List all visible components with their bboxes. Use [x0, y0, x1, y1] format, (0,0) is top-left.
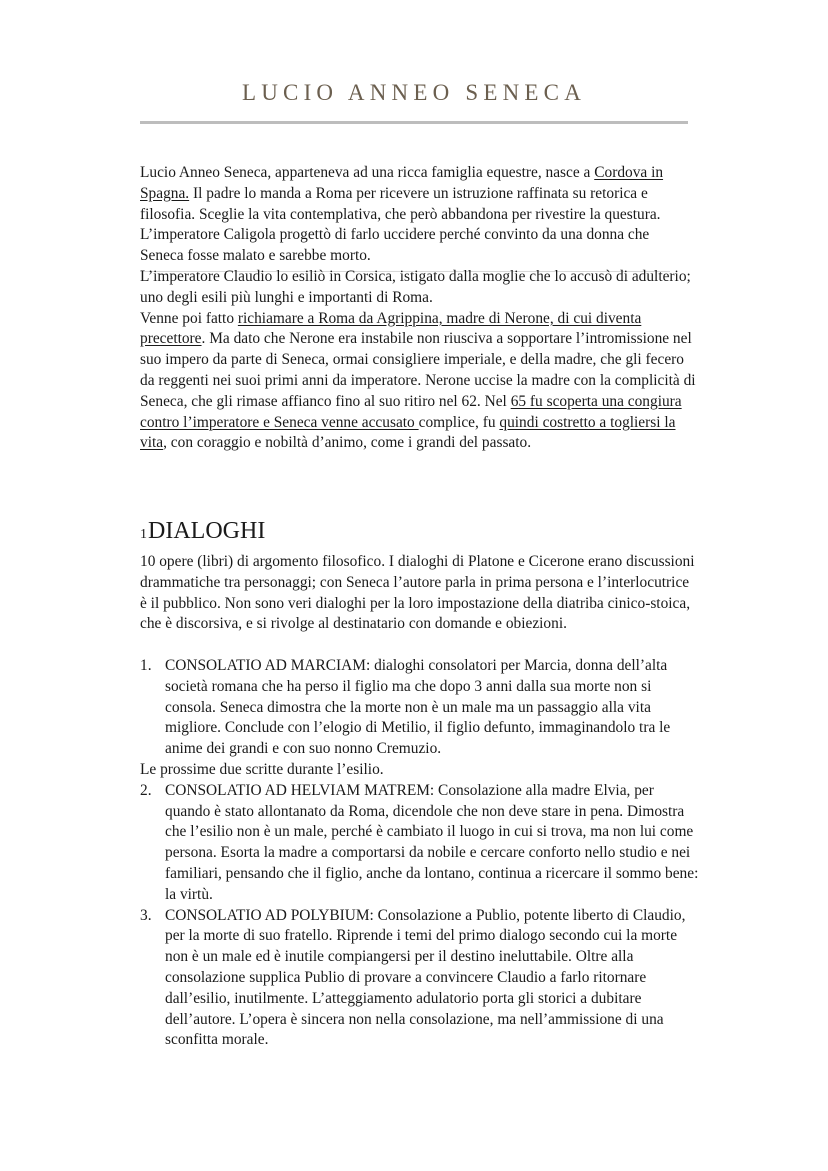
- text-run: Venne poi fatto: [140, 309, 238, 327]
- underlined-phrase: 65 fu scoperta una congiura contro l’imperatore e Seneca venne accusato: [140, 392, 682, 431]
- list-number: 1.: [140, 657, 152, 674]
- biography-paragraph-1: [140, 163, 696, 225]
- title-divider: [140, 121, 688, 124]
- underlined-phrase: quindi costretto a togliersi la vita: [140, 413, 676, 452]
- list-item-text: CONSOLATIO AD MARCIAM: dialoghi consolatori per Marcia, donna dell’alta società romana che ha perso il figlio ma che dopo 3 anni dalla sua morte non si consola. Seneca dimostra che la morte non è un male ma un passaggio alla vita migliore. Conclude con l’elogio di Metilio, il figlio defunto, immaginandolo tra le anime dei grandi e con suo nonno Cremuzio.: [165, 657, 671, 758]
- section-intro-paragraph: 10 opere (libri) di argomento filosofico. I dialoghi di Platone e Cicerone erano discussioni drammatiche tra personaggi; con Seneca l’autore parla in prima persona e l’interlocutrice è il pubblico. Non sono veri dialoghi per la loro impostazione della diatriba cinico-stoica, che è discorsiva, e si rivolge al destinatario con domande e obiezioni.: [140, 553, 695, 633]
- section-title: DIALOGHI: [148, 518, 266, 544]
- text-run: Il padre lo manda a Roma per ricevere un istruzione raffinata su retorica e filosofia. Sceglie la vita contemplativa, che però abbandona per rivestire la questura.: [140, 184, 661, 223]
- list-item: [140, 906, 700, 1052]
- text-run: complice, fu: [418, 413, 500, 431]
- list-number: 3.: [140, 906, 152, 924]
- list-item: [140, 781, 700, 906]
- section-intro: [140, 552, 696, 635]
- text-run: . Ma dato che Nerone era instabile non riusciva a sopportare l’intromissione nel suo impero da parte di Seneca, ormai consigliere imperiale, e della madre, che gli fecero da reggenti nei suoi primi anni da imperatore. Nerone uccise la madre con la complicità di Seneca, che gli rimase affianco fino al suo ritiro nel 62. Nel: [140, 330, 696, 410]
- biography-section: [140, 163, 696, 454]
- list-item: [140, 656, 700, 760]
- text-run: Lucio Anneo Seneca, apparteneva ad una ricca famiglia equestre, nasce a: [140, 164, 595, 181]
- birthplace-underlined: Cordova in Spagna.: [140, 164, 664, 202]
- biography-paragraph-2: L’imperatore Caligola progettò di farlo uccidere perché convinto da una donna che Seneca fosse malato e sarebbe morto.: [140, 226, 650, 265]
- works-list: [140, 656, 700, 1051]
- biography-paragraph-3: L’imperatore Claudio lo esiliò in Corsica, istigato dalla moglie che lo accusò di adulterio; uno degli esili più lunghi e importanti di Roma.: [140, 267, 691, 306]
- section-heading: [140, 516, 265, 550]
- text-run: , con coraggio e nobiltà d’animo, come i grandi del passato.: [163, 434, 532, 452]
- document-title: LUCIO ANNEO SENECA: [241, 80, 587, 105]
- exile-note: Le prossime due scritte durante l’esilio.: [140, 760, 384, 778]
- list-item-text: CONSOLATIO AD HELVIAM MATREM: Consolazione alla madre Elvia, per quando è stato allontanato da Roma, dicendole che non deve stare in pena. Dimostra che l’esilio non è un male, perché è cambiato il luogo in cui si trova, ma non lui come persona. Esorta la madre a comportarsi da nobile e cercare conforto nello studio e nei familiari, pensando che il figlio, anche da lontano, continua a ricercare il sommo bene: la virtù.: [165, 781, 699, 903]
- list-item-text: CONSOLATIO AD POLYBIUM: Consolazione a Publio, potente liberto di Claudio, per la morte di suo fratello. Riprende i temi del primo dialogo secondo cui la morte non è un male ed è inutile compiangersi per il destino ineluttabile. Oltre alla consolazione supplica Publio di provare a convincere Claudio a farlo ritornare dall’esilio, inutilmente. L’atteggiamento adulatorio porta gli storici a dubitare dell’autore. L’opera è sincera non nella consolazione, ma nell’ammissione di una sconfitta morale.: [165, 906, 686, 1049]
- section-number: 1: [140, 527, 147, 542]
- biography-paragraph-4: [140, 309, 696, 455]
- underlined-phrase: richiamare a Roma da Agrippina, madre di Nerone, di cui diventa precettore: [140, 309, 642, 348]
- list-number: 2.: [140, 781, 152, 799]
